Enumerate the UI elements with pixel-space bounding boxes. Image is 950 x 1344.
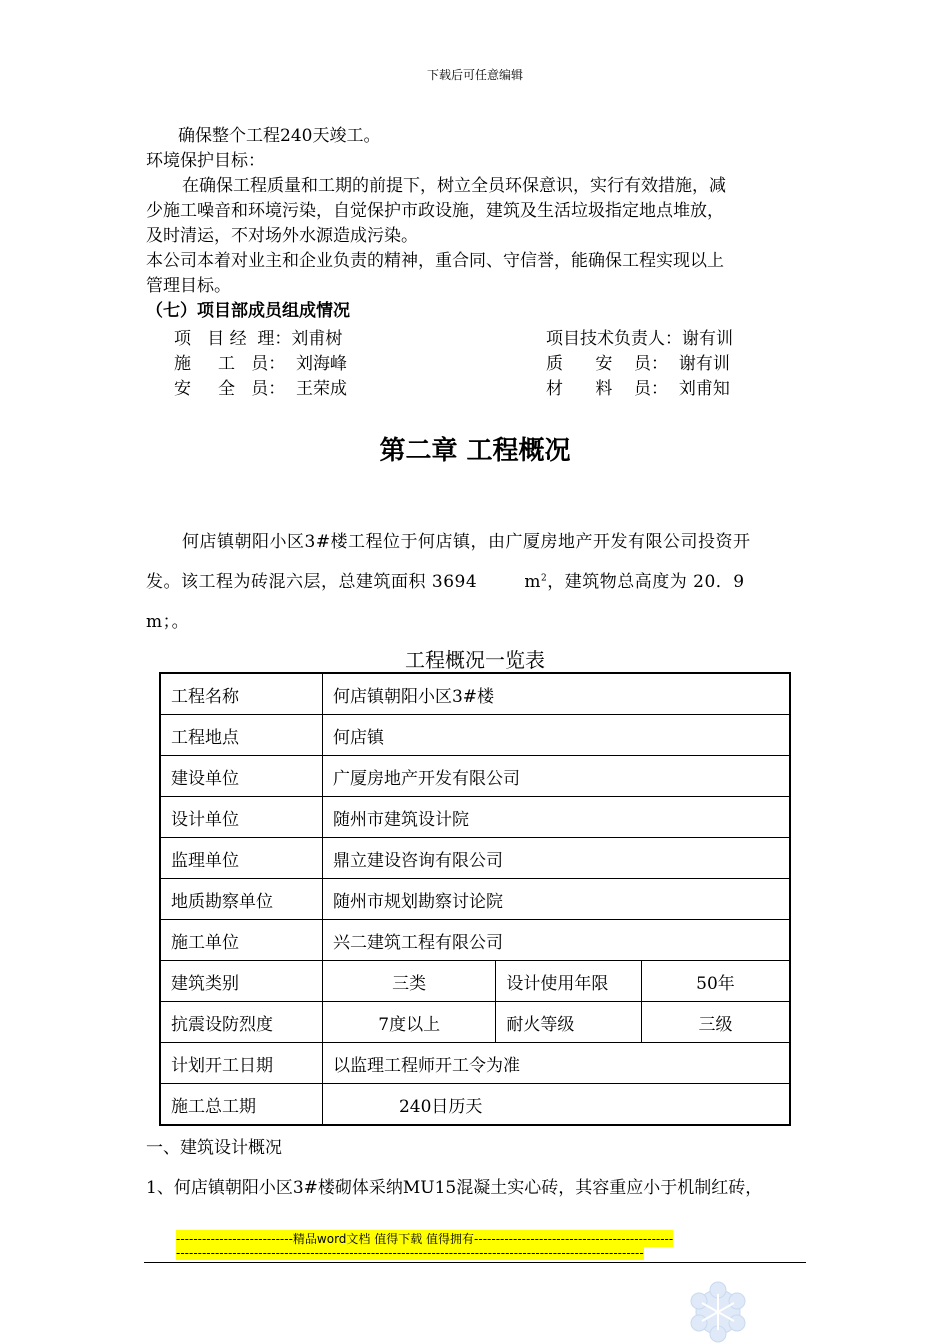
member-constructor: 施 工 员： 刘海峰 bbox=[174, 354, 348, 374]
paragraph-completion: 确保整个工程240天竣工。 bbox=[178, 126, 381, 146]
row-label: 施工总工期 bbox=[160, 1084, 322, 1126]
row-value: 何店镇朝阳小区3#楼 bbox=[322, 673, 790, 715]
table-row bbox=[160, 1084, 790, 1126]
member-tech-lead: 项目技术负责人：谢有训 bbox=[546, 329, 733, 349]
table-row bbox=[160, 797, 790, 838]
paragraph-env-heading: 环境保护目标： bbox=[146, 151, 265, 171]
row-value: 三类 bbox=[322, 961, 495, 1002]
table-row bbox=[160, 756, 790, 797]
member-quality-safety: 质 安 员： 谢有训 bbox=[546, 354, 730, 374]
table-row bbox=[160, 1043, 790, 1084]
member-manager: 项 目 经 理：刘甫树 bbox=[174, 329, 343, 349]
table-row bbox=[160, 715, 790, 756]
footer-banner-line2: ------------------------------------------------------------------------------------------------------------ bbox=[176, 1246, 644, 1260]
table-row bbox=[160, 961, 790, 1002]
row-label: 耐火等级 bbox=[496, 1002, 642, 1043]
row-value: 随州市规划勘察讨论院 bbox=[322, 879, 790, 920]
row-label: 设计使用年限 bbox=[496, 961, 642, 1002]
row-label: 工程名称 bbox=[160, 673, 322, 715]
section-building-design: 一、建筑设计概况 bbox=[146, 1138, 282, 1158]
intro-line1: 何店镇朝阳小区3#楼工程位于何店镇，由广厦房地产开发有限公司投资开 bbox=[182, 532, 751, 552]
chapter-title: 第二章 工程概况 bbox=[379, 436, 571, 466]
row-value: 随州市建筑设计院 bbox=[322, 797, 790, 838]
table-title: 工程概况一览表 bbox=[405, 648, 545, 672]
row-value: 7度以上 bbox=[322, 1002, 495, 1043]
row-value: 以监理工程师开工令为准 bbox=[322, 1043, 790, 1084]
intro-line2-a: 发。该工程为砖混六层，总建筑面积 3694 m bbox=[146, 572, 542, 592]
intro-line2 bbox=[146, 567, 816, 592]
row-value: 兴二建筑工程有限公司 bbox=[322, 920, 790, 961]
member-safety: 安 全 员： 王荣成 bbox=[174, 379, 348, 399]
paragraph-commitment-line1: 本公司本着对业主和企业负责的精神，重合同、守信誉，能确保工程实现以上 bbox=[146, 251, 724, 271]
paragraph-env-line2: 少施工噪音和环境污染，自觉保护市政设施，建筑及生活垃圾指定地点堆放， bbox=[146, 201, 724, 221]
area-unit-superscript: 2 bbox=[541, 573, 548, 584]
row-value: 广厦房地产开发有限公司 bbox=[322, 756, 790, 797]
row-value: 240日历天 bbox=[322, 1084, 790, 1126]
row-label: 计划开工日期 bbox=[160, 1043, 322, 1084]
row-label: 设计单位 bbox=[160, 797, 322, 838]
footer-banner-line1: ---------------------------精品word文档 值得下载 值得拥有---------------------------------------------- bbox=[176, 1232, 674, 1246]
paragraph-commitment-line2: 管理目标。 bbox=[146, 276, 231, 296]
intro-line2-b: ，建筑物总高度为 20．9 bbox=[547, 572, 745, 592]
paragraph-env-line1: 在确保工程质量和工期的前提下，树立全员环保意识，实行有效措施，减 bbox=[182, 176, 726, 196]
snowflake-watermark-icon bbox=[686, 1280, 750, 1344]
paragraph-masonry: 1、何店镇朝阳小区3#楼砌体采纳MU15混凝土实心砖，其容重应小于机制红砖， bbox=[146, 1178, 763, 1198]
row-label: 施工单位 bbox=[160, 920, 322, 961]
table-row bbox=[160, 920, 790, 961]
paragraph-env-line3: 及时清运，不对场外水源造成污染。 bbox=[146, 226, 418, 246]
row-value: 三级 bbox=[641, 1002, 790, 1043]
page-header: 下载后可任意编辑 bbox=[426, 68, 523, 82]
row-label: 工程地点 bbox=[160, 715, 322, 756]
row-label: 监理单位 bbox=[160, 838, 322, 879]
intro-line3: m；。 bbox=[146, 612, 190, 632]
footer-divider bbox=[144, 1262, 806, 1263]
row-label: 建筑类别 bbox=[160, 961, 322, 1002]
row-label: 建设单位 bbox=[160, 756, 322, 797]
table-row bbox=[160, 673, 790, 715]
row-label: 地质勘察单位 bbox=[160, 879, 322, 920]
table-row bbox=[160, 838, 790, 879]
row-value: 何店镇 bbox=[322, 715, 790, 756]
member-materials: 材 料 员： 刘甫知 bbox=[546, 379, 730, 399]
section-heading-members: （七）项目部成员组成情况 bbox=[146, 301, 350, 321]
row-value: 50年 bbox=[641, 961, 790, 1002]
project-overview-table bbox=[159, 672, 791, 1126]
row-value: 鼎立建设咨询有限公司 bbox=[322, 838, 790, 879]
table-row bbox=[160, 879, 790, 920]
table-row bbox=[160, 1002, 790, 1043]
row-label: 抗震设防烈度 bbox=[160, 1002, 322, 1043]
